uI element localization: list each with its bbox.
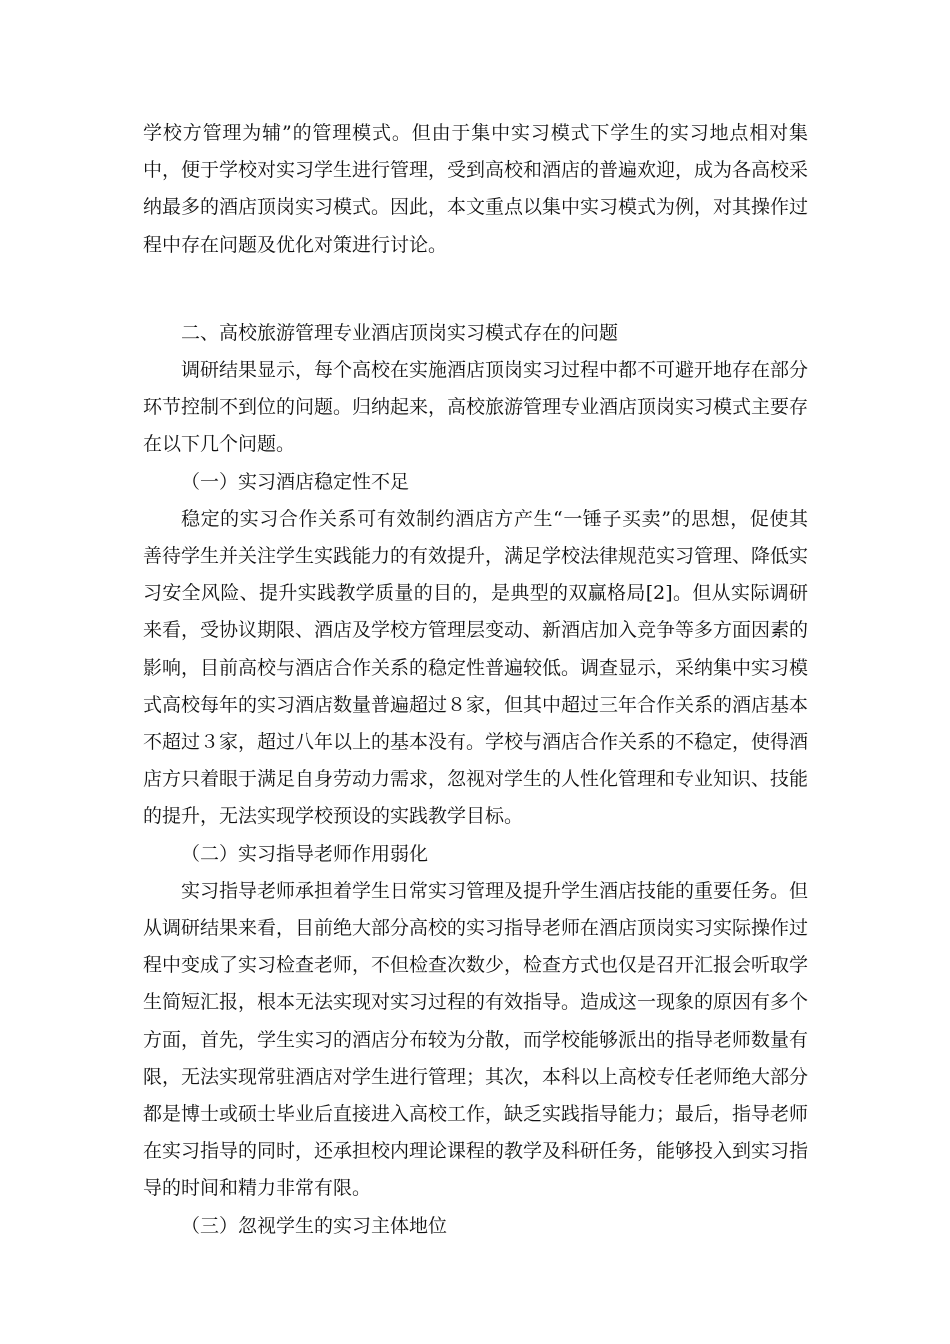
paragraph-survey-results: 调研结果显示，每个高校在实施酒店顶岗实习过程中都不可避开地存在部分环节控制不到位的问题。归纳起来，高校旅游管理专业酒店顶岗实习模式主要存在以下几个问题。 <box>143 359 809 456</box>
subheading-3: （三）忽视学生的实习主体地位 <box>181 1214 448 1237</box>
subheading-1: （一）实习酒店稳定性不足 <box>181 470 410 493</box>
paragraph-instructors: 实习指导老师承担着学生日常实习管理及提升学生酒店技能的重要任务。但从调研结果来看，目前绝大部分高校的实习指导老师在酒店顶岗实习实际操作过程中变成了实习检查老师，不但检查次数少，检查方式也仅是召开汇报会听取学生简短汇报，根本无法实现对实习过程的有效指导。造成这一现象的原因有多个方面，首先，学生实习的酒店分布较为分散，而学校能够派出的指导老师数量有限，无法实现常驻酒店对学生进行管理；其次，本科以上高校专任老师绝大部分都是博士或硕士毕业后直接进入高校工作，缺乏实践指导能力；最后，指导老师在实习指导的同时，还承担校内理论课程的教学及科研任务，能够投入到实习指导的时间和精力非常有限。 <box>143 879 809 1200</box>
document-body <box>143 115 808 1245</box>
section-heading-2: 二、高校旅游管理专业酒店顶岗实习模式存在的问题 <box>181 321 619 344</box>
section-gap <box>143 264 808 315</box>
paragraph-continued: 学校方管理为辅”的管理模式。但由于集中实习模式下学生的实习地点相对集中，便于学校对实习学生进行管理，受到高校和酒店的普遍欢迎，成为各高校采纳最多的酒店顶岗实习模式。因此，本文重点以集中实习模式为例，对其操作过程中存在问题及优化对策进行讨论。 <box>143 122 809 256</box>
paragraph-stability: 稳定的实习合作关系可有效制约酒店方产生“一锤子买卖”的思想，促使其善待学生并关注学生实践能力的有效提升，满足学校法律规范实习管理、降低实习安全风险、提升实践教学质量的目的，是典型的双赢格局[2]。但从实际调研来看，受协议期限、酒店及学校方管理层变动、新酒店加入竞争等多方面因素的影响，目前高校与酒店合作关系的稳定性普遍较低。调查显示，采纳集中实习模式高校每年的实习酒店数量普遍超过８家，但其中超过三年合作关系的酒店基本不超过３家，超过八年以上的基本没有。学校与酒店合作关系的不稳定，使得酒店方只着眼于满足自身劳动力需求，忽视对学生的人性化管理和专业知识、技能的提升，无法实现学校预设的实践教学目标。 <box>143 507 809 828</box>
subheading-2: （二）实习指导老师作用弱化 <box>181 842 429 865</box>
